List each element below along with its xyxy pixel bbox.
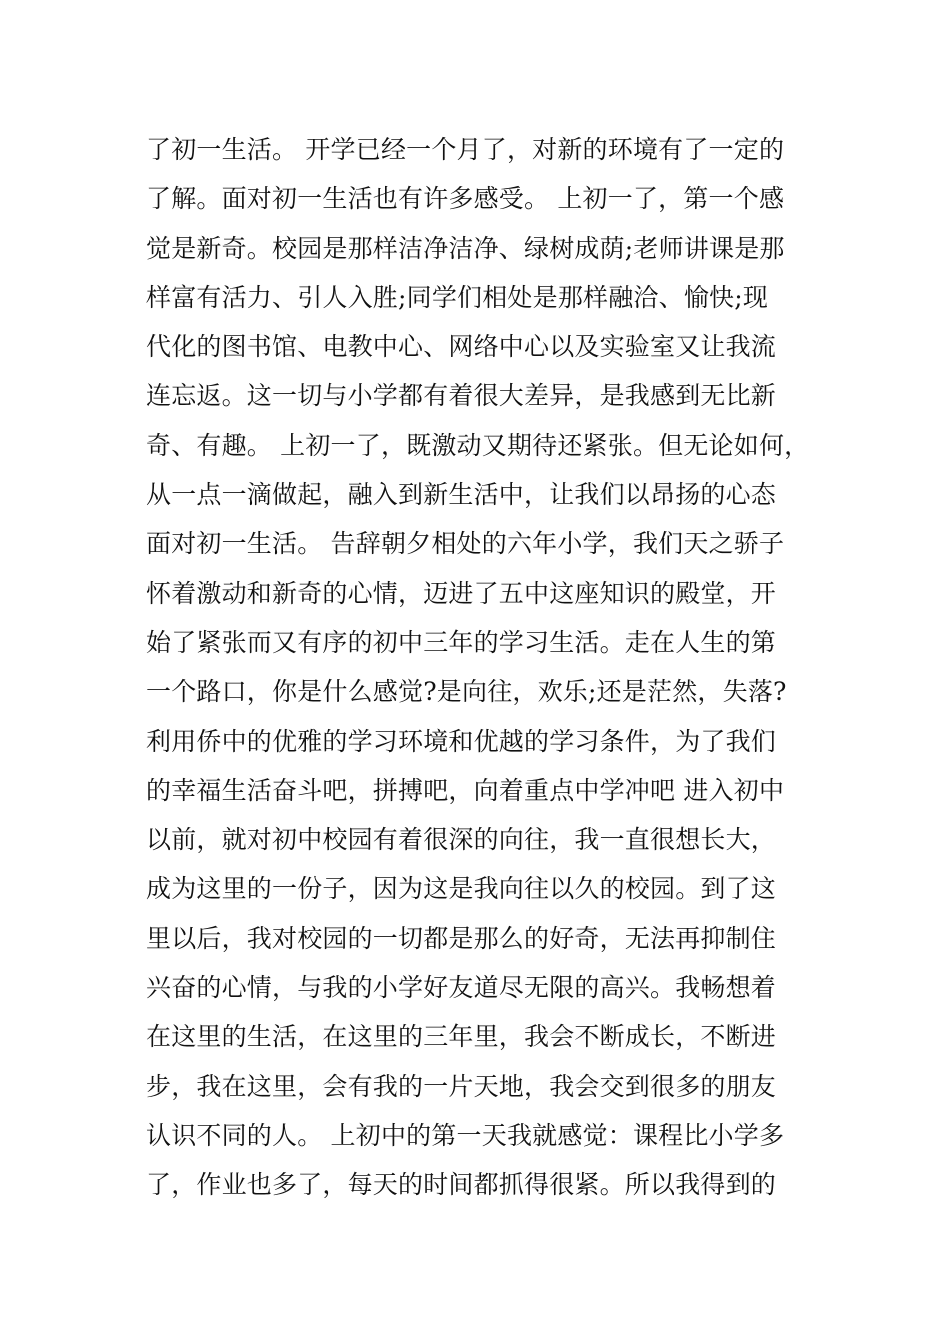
text-line: 连忘返。这一切与小学都有着很大差异，是我感到无比新 [146,381,777,411]
text-line: 里以后，我对校园的一切都是那么的好奇，无法再抑制住 [146,923,777,953]
text-line: 利用侨中的优雅的学习环境和优越的学习条件，为了我们 [146,726,777,756]
text-line: 始了紧张而又有序的初中三年的学习生活。走在人生的第 [146,627,777,657]
text-line: 了，作业也多了，每天的时间都抓得很紧。所以我得到的 [146,1170,777,1200]
text-line: 从一点一滴做起，融入到新生活中，让我们以昂扬的心态 [146,480,777,510]
text-line: 样富有活力、引人入胜;同学们相处是那样融洽、愉快;现 [146,282,769,312]
text-line: 兴奋的心情，与我的小学好友道尽无限的高兴。我畅想着 [146,973,777,1003]
text-line: 面对初一生活。 告辞朝夕相处的六年小学，我们天之骄子 [146,529,785,559]
body-text [146,130,826,1215]
text-line: 的幸福生活奋斗吧，拼搏吧，向着重点中学冲吧 进入初中 [146,775,785,805]
text-line: 认识不同的人。 上初中的第一天我就感觉：课程比小学多 [146,1120,785,1150]
text-line: 在这里的生活，在这里的三年里，我会不断成长，不断进 [146,1022,777,1052]
text-line: 代化的图书馆、电教中心、网络中心以及实验室又让我流 [146,332,777,362]
text-line: 以前，就对初中校园有着很深的向往，我一直很想长大， [146,825,777,855]
text-line: 奇、有趣。 上初一了，既激动又期待还紧张。但无论如何， [146,430,810,460]
text-line: 成为这里的一份子，因为这是我向往以久的校园。到了这 [146,874,777,904]
text-line: 觉是新奇。校园是那样洁净洁净、绿树成荫;老师讲课是那 [146,233,785,263]
text-line: 了初一生活。 开学已经一个月了，对新的环境有了一定的 [146,135,785,164]
text-line: 怀着激动和新奇的心情，迈进了五中这座知识的殿堂，开 [146,578,777,608]
text-line: 了解。面对初一生活也有许多感受。 上初一了，第一个感 [146,184,785,214]
text-line: 一个路口，你是什么感觉?是向往，欢乐;还是茫然，失落? [146,677,787,707]
text-line: 步，我在这里，会有我的一片天地，我会交到很多的朋友 [146,1071,777,1101]
